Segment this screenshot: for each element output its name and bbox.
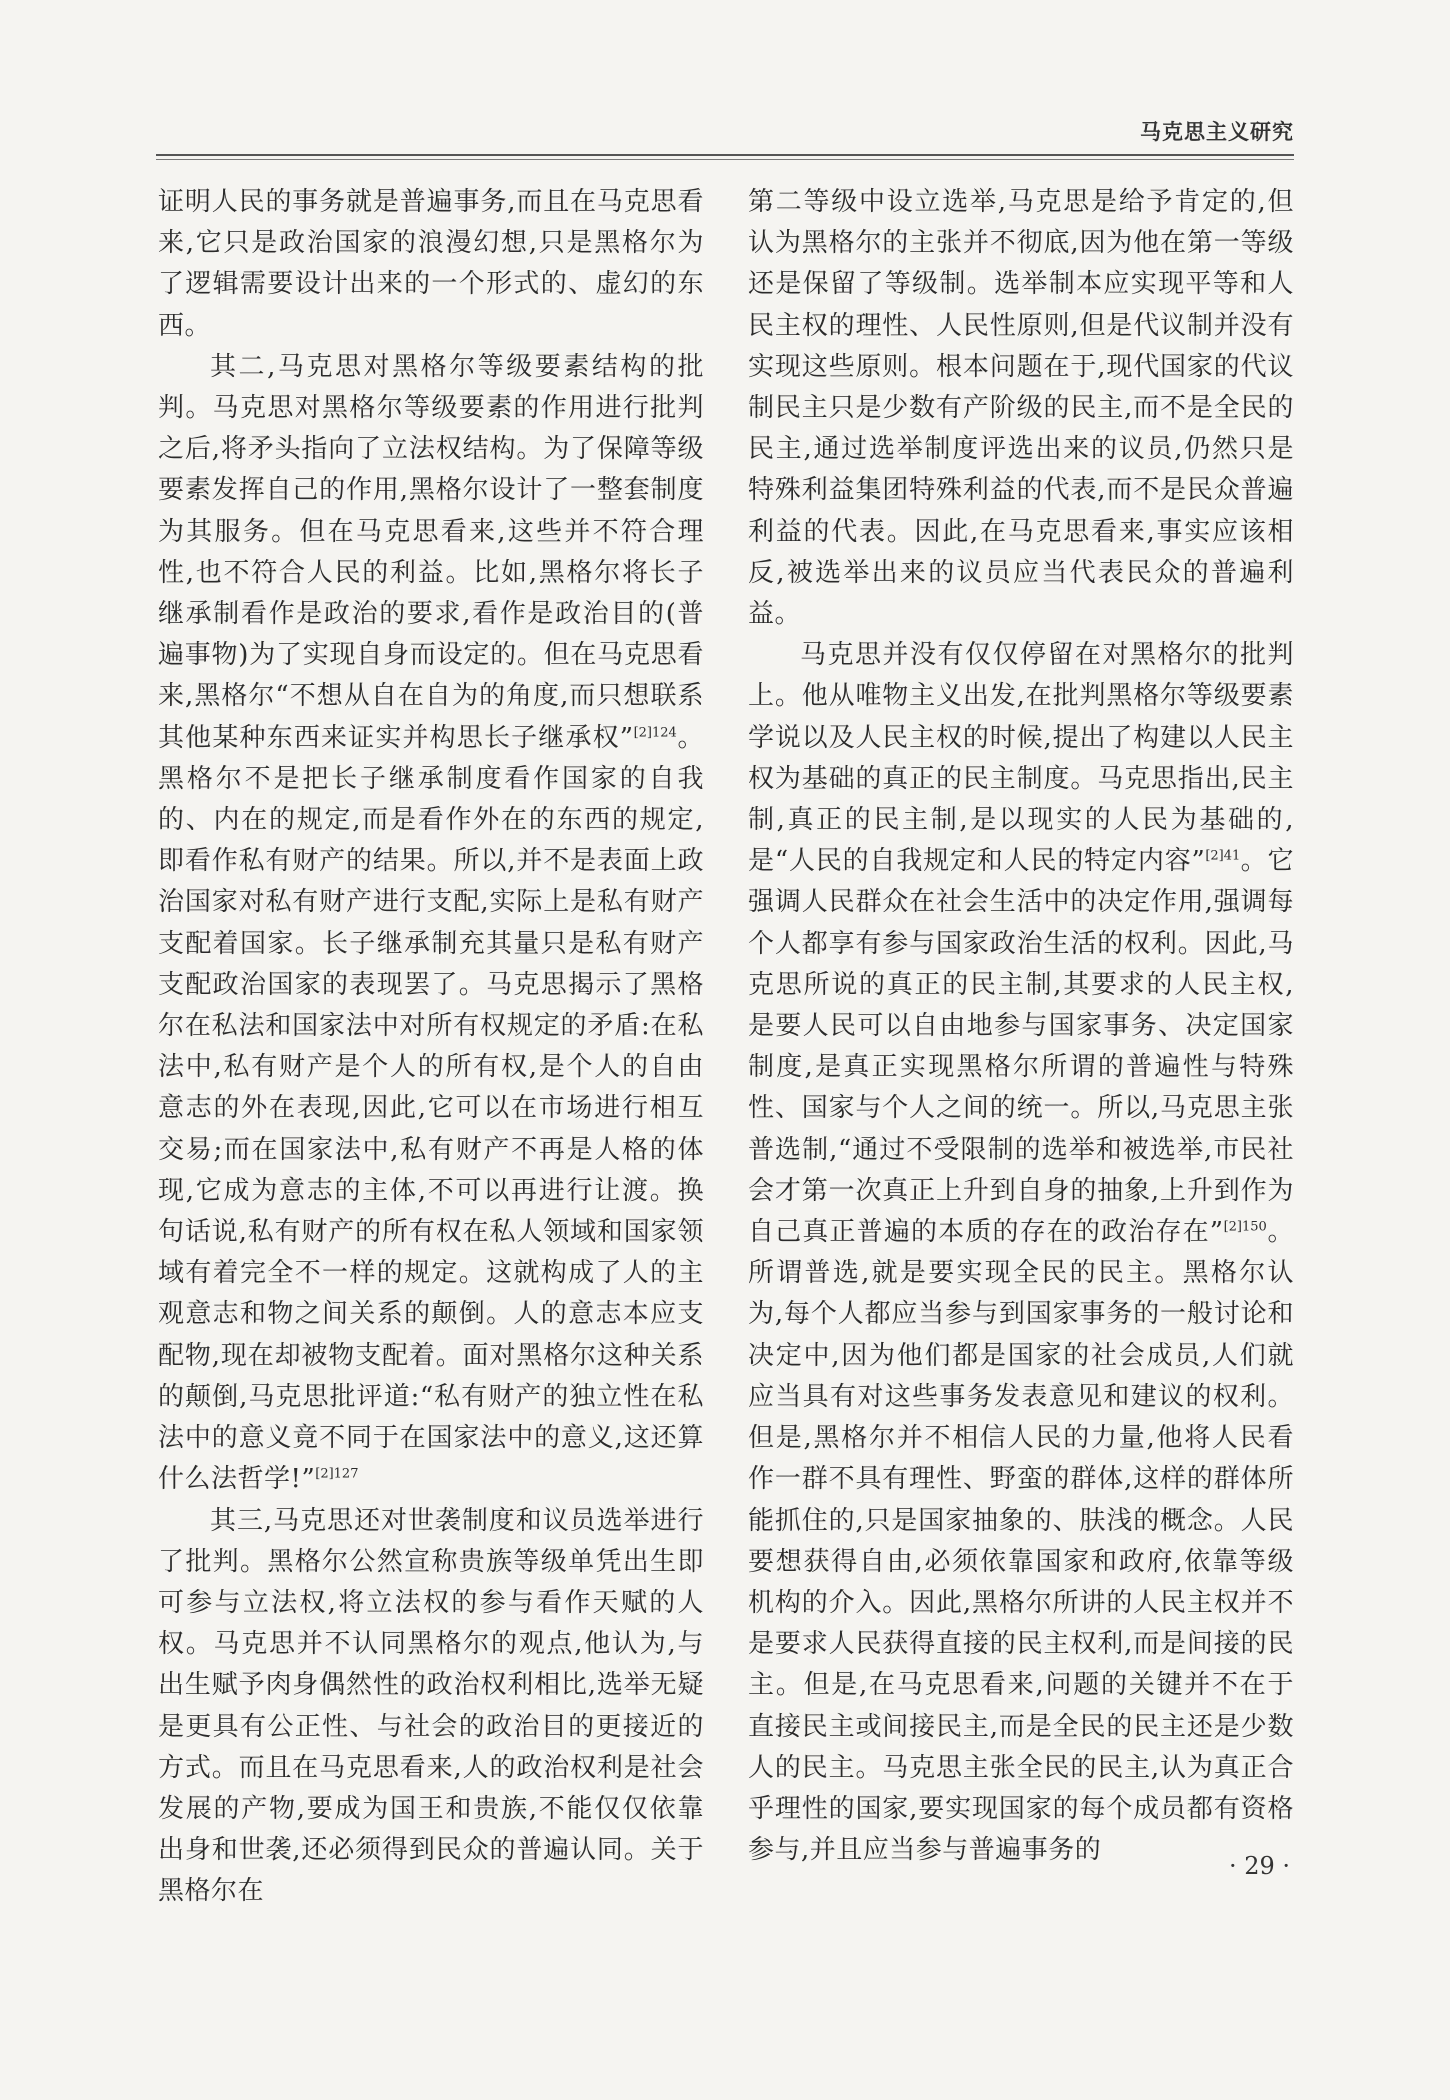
page-number: · 29 · — [1228, 1852, 1290, 1880]
paragraph-continued: 第二等级中设立选举,马克思是给予肯定的,但认为黑格尔的主张并不彻底,因为他在第一等级还是保留了等级制。选举制本应实现平等和人民主权的理性、人民性原则,但是代议制并没有实现这些原则。根本问题在于,现代国家的代议制民主只是少数有产阶级的民主,而不是全民的民主,通过选举制度评选出来的议员,仍然只是特殊利益集团特殊利益的代表,而不是民众普遍利益的代表。因此,在马克思看来,事实应该相反,被选举出来的议员应当代表民众的普遍利益。 — [748, 187, 1294, 630]
citation-marker: [2]41 — [1205, 848, 1241, 864]
paragraph-text: 。所谓普选,就是要实现全民的民主。黑格尔认为,每个人都应当参与到国家事务的一般讨论和决定中,因为他们都是国家的社会成员,人们就应当具有对这些事务发表意见和建议的权利。但是,黑格尔并不相信人民的力量,他将人民看作一群不具有理性、野蛮的群体,这样的群体所能抓住的,只是国家抽象的、肤浅的概念。人民要想获得自由,必须依靠国家和政府,依靠等级机构的介入。因此,黑格尔所讲的人民主权并不是要求人民获得直接的民主权利,而是间接的民主。但是,在马克思看来,问题的关键并不在于直接民主或间接民主,而是全民的民主还是少数人的民主。马克思主张全民的民主,认为真正合乎理性的国家,要实现国家的每个成员都有资格参与,并且应当参与普遍事务的 — [748, 1217, 1294, 1866]
paragraph-critique-hereditary-election: 其三,马克思还对世袭制度和议员选举进行了批判。黑格尔公然宣称贵族等级单凭出生即可参与立法权,将立法权的参与看作天赋的人权。马克思并不认同黑格尔的观点,他认为,与出生赋予肉身偶然性的政治权利相比,选举无疑是更具有公正性、与社会的政治目的更接近的方式。而且在马克思看来,人的政治权利是社会发展的产物,要成为国王和贵族,不能仅仅依靠出身和世袭,还必须得到民众的普遍认同。关于黑格尔在 — [158, 1505, 704, 1907]
paragraph-true-democracy — [748, 635, 1294, 1871]
citation-marker: [2]150 — [1223, 1219, 1267, 1235]
paragraph-continued: 证明人民的事务就是普遍事务,而且在马克思看来,它只是政治国家的浪漫幻想,只是黑格尔为了逻辑需要设计出来的一个形式的、虚幻的东西。 — [158, 187, 704, 341]
paragraph-text: 其二,马克思对黑格尔等级要素结构的批判。马克思对黑格尔等级要素的作用进行批判之后,将矛头指向了立法权结构。为了保障等级要素发挥自己的作用,黑格尔设计了一整套制度为其服务。但在马克思看来,这些并不符合理性,也不符合人民的利益。比如,黑格尔将长子继承制看作是政治的要求,看作是政治目的(普遍事物)为了实现自身而设定的。但在马克思看来,黑格尔“不想从自在自为的角度,而只想联系其他某种东西来证实并构思长子继承权” — [158, 351, 704, 753]
paragraph-critique-estates-structure — [158, 347, 704, 1501]
paragraph-text: 马克思并没有仅仅停留在对黑格尔的批判上。他从唯物主义出发,在批判黑格尔等级要素学说以及人民主权的时候,提出了构建以人民主权为基础的真正的民主制度。马克思指出,民主制,真正的民主制,是以现实的人民为基础的,是“人民的自我规定和人民的特定内容” — [748, 640, 1294, 877]
citation-marker: [2]127 — [315, 1466, 359, 1482]
right-text-column — [748, 182, 1294, 1871]
running-head-journal-title: 马克思主义研究 — [1140, 119, 1294, 144]
paragraph-text: 。它强调人民群众在社会生活中的决定作用,强调每个人都享有参与国家政治生活的权利。因此,马克思所说的真正的民主制,其要求的人民主权,是要人民可以自由地参与国家事务、决定国家制度,是真正实现黑格尔所谓的普遍性与特殊性、国家与个人之间的统一。所以,马克思主张普选制,“通过不受限制的选举和被选举,市民社会才第一次真正上升到自身的抽象,上升到作为自己真正普遍的本质的存在的政治存在” — [748, 846, 1294, 1248]
header-rule — [156, 154, 1294, 156]
paragraph-text: 。黑格尔不是把长子继承制度看作国家的自我的、内在的规定,而是看作外在的东西的规定,即看作私有财产的结果。所以,并不是表面上政治国家对私有财产进行支配,实际上是私有财产支配着国家。长子继承制充其量只是私有财产支配政治国家的表现罢了。马克思揭示了黑格尔在私法和国家法中对所有权规定的矛盾:在私法中,私有财产是个人的所有权,是个人的自由意志的外在表现,因此,它可以在市场进行相互交易;而在国家法中,私有财产不再是人格的体现,它成为意志的主体,不可以再进行让渡。换句话说,私有财产的所有权在私人领域和国家领域有着完全不一样的规定。这就构成了人的主观意志和物之间关系的颠倒。人的意志本应支配物,现在却被物支配着。面对黑格尔这种关系的颠倒,马克思批评道:“私有财产的独立性在私法中的意义竟不同于在国家法中的意义,这还算什么法哲学!” — [158, 722, 704, 1495]
header-rule-thin — [156, 159, 1294, 160]
citation-marker: [2]124 — [633, 724, 677, 740]
left-text-column — [158, 182, 704, 1913]
